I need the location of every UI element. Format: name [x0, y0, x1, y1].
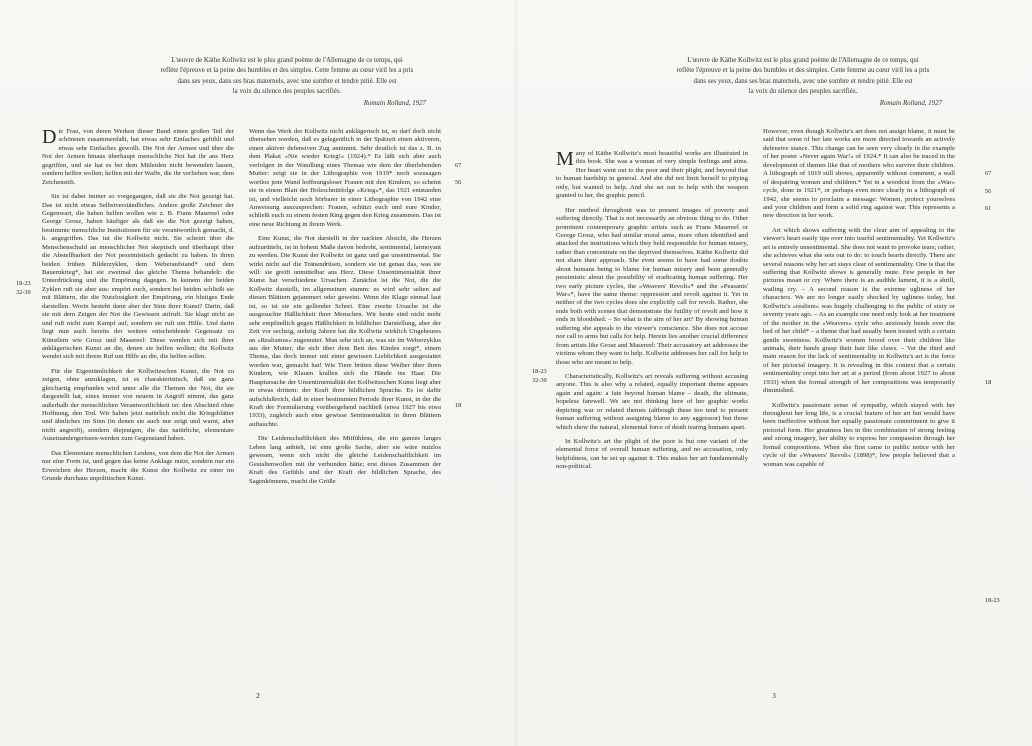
paragraph: Eine Kunst, die Not darstellt in der nackten Absicht, die Herzen aufzurütteln, ist in hohem Maße davon bedroht, sentimental, larmoyant zu werden. Die Kunst der Kollwitz ist ganz und gar unsentimental. Sie wirkt nicht auf die Tränendrüsen, sondern sie tut genau das, was sie will: sie greift unmittelbar ans Herz. Diese Unsentimentalität ihrer Kunst hat verschiedene Ursachen. Zunächst ist die Not, die die Kollwitz darstellt, im allgemeinen stumm: es wird sehr selten auf diesen Blättern gejammert oder geweint. Wenn die Klage einmal laut ist, so ist sie ein gellender Schrei. Eine zweite Ursache ist die ausgesuchte Häßlichkeit ihrer Menschen. Wir heute sind nicht mehr sehr empfindlich gegen Häßlichkeit in bildlicher Darstellung, aber der Zeit vor sechzig, siebzig Jahren hat die Kollwitz wirklich Ungeheures an »Realismus« zugemutet. Man sehe sich an, was sie im Weberzyklus aus der Mutter, die sich über dem Bett des Kindes sorgt*, einem Thema, das doch immer mit einer gewissen Lieblichkeit ausgestattet worden war, gemacht hat! Wie Tiere brüten diese Weiber über ihren Kindern, wie Klauen krallen sich die Hände ins Haar. Die Hauptursache der Unsentimentalität der Kollwitzschen Kunst liegt aber in etwas drittem: der Kraft ihrer bildlichen Sprache. Es ist dafür aufschlußreich, daß in einer bestimmten Periode ihrer Kunst, in der die Kraft der Formulierung vorübergehend nachließ (etwa 1927 bis etwa 1933), zugleich auch eine gewisse Sentimentalität in ihren Blättern auftauchte. — [249, 235, 441, 428]
paragraph: In Kollwitz's art the plight of the poor is but one variant of the elemental force of overall human suffering, and no accusation, only helpfulness, can be set up against it. This makes her art fundamentally non-political. — [556, 438, 748, 471]
paragraph: Her method throughout was to present images of poverty and suffering directly. That is not necessarily an obvious thing to do. Other prominent contemporary graphic artists such as Frans Masereel or George Grosz, who had similar moral aims, more often identified and attacked the institutions which they held responsible for human misery, rather than concentrate on the deprived themselves. Käthe Kollwitz did not share their approach. She even seems to have had some doubts about humans being to blame for human misery and been generally pessimistic about the possibility of eradicating human suffering. Her two early picture cycles, the »Weavers' Revolt«* and the »Peasants' War«*, have the same theme: oppression and revolt against it. Yet in neither of the two cycles does she explicitly call for revolt. Rather, she ends both with scenes that demonstrate the futility of revolt and how it ends in bloodshed. – So what is the aim of her art? By showing human suffering she appeals to the viewer's conscience. She does not accuse nor call to arms but calls for help. Herein lies another crucial difference from artists like Grosz and Masereel: Their accusatory art addresses the victims whom they want to help. Kollwitz addresses her call for help to those who are meant to help. — [556, 206, 748, 366]
text-columns — [42, 128, 441, 486]
epigraph — [642, 56, 964, 110]
epigraph-line: reflète l'épreuve et la peine des humbles et des simples. Cette femme au cœur viril les a pris — [676, 67, 930, 75]
margin-note-plate-ref: 56 — [985, 188, 992, 195]
epigraph-line: L'œuvre de Käthe Kollwitz est le plus grand poème de l'Allemagne de ce temps, qui — [687, 57, 919, 64]
margin-note-plate-ref: 56 — [455, 179, 462, 186]
paragraph: However, even though Kollwitz's art does not assign blame, it must be said that some of her late works are more directed towards an actively defensive stance. This change can be seen very clearly in the example of her poster »Never again War!« of 1924.* It can also be traced in the development of themes like that of mothers who survive their children. A lithograph of 1919 still shows, apparently without comment, a wall of despairing women and children.* Yet in a woodcut from the »War« cycle, done in 1921*, or perhaps even more clearly in a lithograph of 1942, she seems to proclaim a message: Women, protect yourselves and your children and form a solid ring against war. This represents a new direction in her work. — [763, 128, 955, 220]
german-column-1 — [42, 128, 234, 486]
margin-note-plate-ref: 18 — [455, 402, 462, 409]
epigraph-line: dans ses yeux, dans ses bras maternels, avec une sombre et tendre pitié. Elle est — [693, 77, 913, 85]
margin-note-plate-ref: 32-39 — [16, 289, 31, 296]
margin-note-plate-ref: 67 — [455, 162, 462, 169]
page-number: 2 — [256, 691, 260, 700]
paragraph: Für die Eigentümlichkeit der Kollwitzschen Kunst, die Not zu zeigen, ohne anzuklagen, ist es charakteristisch, daß sie ganz gleichartig empfunden wird unter alle die Themen der Not, die sie dargestellt hat, eines immer von neuem in Angriff nimmt, das ganz außerhalb der menschlichen Verantwortlichkeit ist: den Abschied ohne Hoffnung, den Tod. Wir haben jetzt natürlich nicht die Kriegsblätter und ähnliches im Sinn (in denen sie auch nur zeigt und warnt, aber nicht angreift), sondern diejenigen, die das natürliche, elementare Auseinandergerissen-werden zum Gegenstand haben. — [42, 367, 234, 443]
english-column-1 — [556, 128, 748, 472]
german-column-2 — [249, 128, 441, 486]
epigraph — [126, 56, 448, 110]
margin-note-plate-ref: 32-39 — [532, 377, 547, 384]
paragraph: Art which shows suffering with the clear aim of appealing to the viewer's heart easily tips over into tearful sentimentality. Yet Kollwitz's art is entirely unsentimental. She does not want to provoke tears; rather, she achieves what she sets out to do: to touch hearts directly. There are several reasons why her art stays clear of sentimentality. One is that the suffering that Kollwitz shows is generally mute. Few people in her pictures moan or cry. Where there is an audible lament, it is a shrill, wailing cry. – A second reason is the extreme ugliness of her characters. We are no longer easily shocked by ugliness today, but Kollwitz's »realism« was hugely challenging to the public of sixty or seventy years ago. – As an example one need only look at her treatment of the mother in the »Weavers« cycle who anxiously bends over the bed of her child* – a theme that had usually been treated with a certain gentle sweetness. Kollwitz's women brood over their children like animals, their hands grasp their hair like claws. – Yet the third and main reason for the lack of sentimentality in Kollwitz's art is the force of her pictorial imagery. It is revealing in this context that a certain sentimentality crept into her art at a period (from about 1927 to about 1933) when the formal strength of her compositions was temporarily diminished. — [763, 226, 955, 395]
margin-note-plate-ref: 61 — [985, 205, 992, 212]
page-number: 3 — [772, 691, 776, 700]
paragraph: Wenn das Werk der Kollwitz nicht anklägerisch ist, so darf doch nicht übersehen werden, daß es gelegentlich in der Spätzeit einen aktiveren, einen aktiver defensiven Zug annimmt. Sehr deutlich ist das z. B. in dem Plakat »Nie wieder Krieg!« (1924).* Es läßt sich aber auch verfolgen in der Wandlung eines Themas wie dem der überlebenden Mutter: zeigt sie in der Lithographie von 1919* noch sozusagen wortlos jene Wand hoffnungsloser Frauen mit den Kindern, so scheint sie in einem Blatt der Holzschnittfolge »Krieg«*, das 1921 entstanden ist, und vielleicht noch hörbarer in einer Lithographie von 1942 eine Anweisung auszusprechen: Frauen, schützt euch und eure Kinder, schließt euch zu einem festen Ring gegen den Krieg zusammen. Das ist eine neue Richtung in ihrem Werk. — [249, 128, 441, 228]
margin-note-plate-ref: 18-23 — [16, 280, 31, 287]
margin-note-plate-ref: 67 — [985, 170, 992, 177]
paragraph: Kollwitz's passionate sense of sympathy, which stayed with her throughout her long life, is a crucial feature of her art but would have been ineffective without her equally passionate commitment to give it pictorial form. Her greatness lies in this combination of strong feeling and strong imagery, her ability to express her compassion through her formal compositions. When she first came to public notice with her cycle of the »Weavers' Revolt« (1898)*, few people believed that a woman was capable of — [763, 401, 955, 468]
page-spine-divider — [514, 0, 518, 746]
margin-note-plate-ref: 18 — [985, 379, 992, 386]
margin-note-plate-ref: 18-23 — [985, 597, 1000, 604]
paragraph: Die Leidenschaftlichkeit des Mitfühlens, die ein ganzes langes Leben lang anhielt, ist eine große Sache, aber sie wäre nutzlos gewesen, wenn sich nicht die gleiche Leidenschaftlichkeit im Gestaltenwollen mit ihr verbunden hätte; erst dieses Zusammen der Kraft des Gefühls und der Kraft der bildlichen Sprache, des Sagenkönnens, macht die Größe — [249, 435, 441, 485]
epigraph-line: reflète l'épreuve et la peine des humbles et des simples. Cette femme au cœur viril les a pris — [160, 67, 414, 75]
epigraph-line: la voix du silence des peuples sacrifiés. — [748, 88, 858, 96]
paragraph: Das Elementare menschlichen Leidens, von dem die Not der Armen nur eine Form ist, und gegen das keine Anklage nutzt, sondern nur ein Erweichen der Herzen, macht die Kunst der Kollwitz zu einer im Grunde durchaus unpolitischen Kunst. — [42, 449, 234, 483]
paragraph: Many of Käthe Kollwitz's most beautiful works are illustrated in this book. She was a woman of very simple feelings and aims. Her heart went out to the poor and their plight, and beyond that to human hardship in general. And she did not limit herself to pitying only, but wanted to help. And she set out to help with the weapon granted to her, the graphic pencil. — [556, 148, 748, 200]
epigraph-line: la voix du silence des peuples sacrifiés. — [232, 88, 342, 96]
paragraph: Characteristically, Kollwitz's art reveals suffering without accusing anyone. This is also why a related, equally important theme appears again and again: a fate beyond human blame – death, the ultimate, hopeless farewell. We are not thinking here of her graphic works depicting war or related themes (although these too tend to present human suffering without assigning blame to any aggressor) but those which show the natural, elemental force of death tearing humans apart. — [556, 372, 748, 431]
english-column-2 — [763, 128, 955, 472]
epigraph-line: dans ses yeux, dans ses bras maternels, avec une sombre et tendre pitié. Elle est — [177, 77, 397, 85]
epigraph-attribution: Romain Rolland, 1927 — [879, 100, 942, 108]
epigraph-attribution: Romain Rolland, 1927 — [363, 100, 426, 108]
paragraph: Sie ist dabei immer so vorgegangen, daß sie die Not gezeigt hat. Das ist nicht etwas Selbstverständliches. Andere große Zeichner der Gegenwart, die haben helfen wollen wie z. B. Frans Masereel oder George Grosz, haben häufiger als daß sie die Not gezeigt haben, bestimmte menschliche Institutionen für sie verantwortlich gemacht, d. h. angegriffen. Das tut die Kollwitz nicht. Sie scheint über die Menschenschuld an menschlicher Not skeptisch und überhaupt über die Abstellbarkeit der Not pessimistisch gedacht zu haben. In ihren beiden frühen Bilderzyklen, dem Weberaufstand* und dem Bauernkrieg*, hat sie zweimal das gleiche Thema behandelt: die Unterdrückung und die Empörung dagegen. In keinem der beiden Zyklen ruft sie aber aus: empört euch, sondern bei beiden schließt sie mit Blättern, die die Nutzlosigkeit der Empörung, ein blutiges Ende darstellen. Worin besteht dann aber der Sinn ihrer Kunst? Darin, daß sie mit dem Zeigen der Not die Gewissen aufruft. Sie klagt nicht an und ruft nicht zum Kampf auf, sondern sie ruft um Hilfe. Und darin liegt nun auch bereits der weitere entscheidende Gegensatz zu Künstlern wie Grosz und Masereel: Diese wenden sich mit ihrer anklägerischen Kunst an die, denen sie helfen wollen; die Kollwitz wendet sich mit ihrem Ruf um Hilfe an die, die helfen sollen. — [42, 193, 234, 361]
paragraph: Die Frau, von deren Werken dieser Band einen großen Teil der schönsten zusammenfaßt, hat etwas sehr Einfaches gefühlt und etwas sehr Einfaches gewollt. Die Not der Armen und über die Not der Armen hinaus überhaupt menschliche Not hat ihr ans Herz gegriffen, und sie hat es bei dem Mitleiden nicht bewenden lassen, sondern helfen wollen; helfen mit der Waffe, die ihr verliehen war, dem Zeichenstift. — [42, 126, 234, 186]
text-columns — [556, 128, 955, 472]
page-right — [516, 0, 1032, 746]
margin-note-plate-ref: 18-23 — [532, 368, 547, 375]
epigraph-line: L'œuvre de Käthe Kollwitz est le plus grand poème de l'Allemagne de ce temps, qui — [171, 57, 403, 64]
